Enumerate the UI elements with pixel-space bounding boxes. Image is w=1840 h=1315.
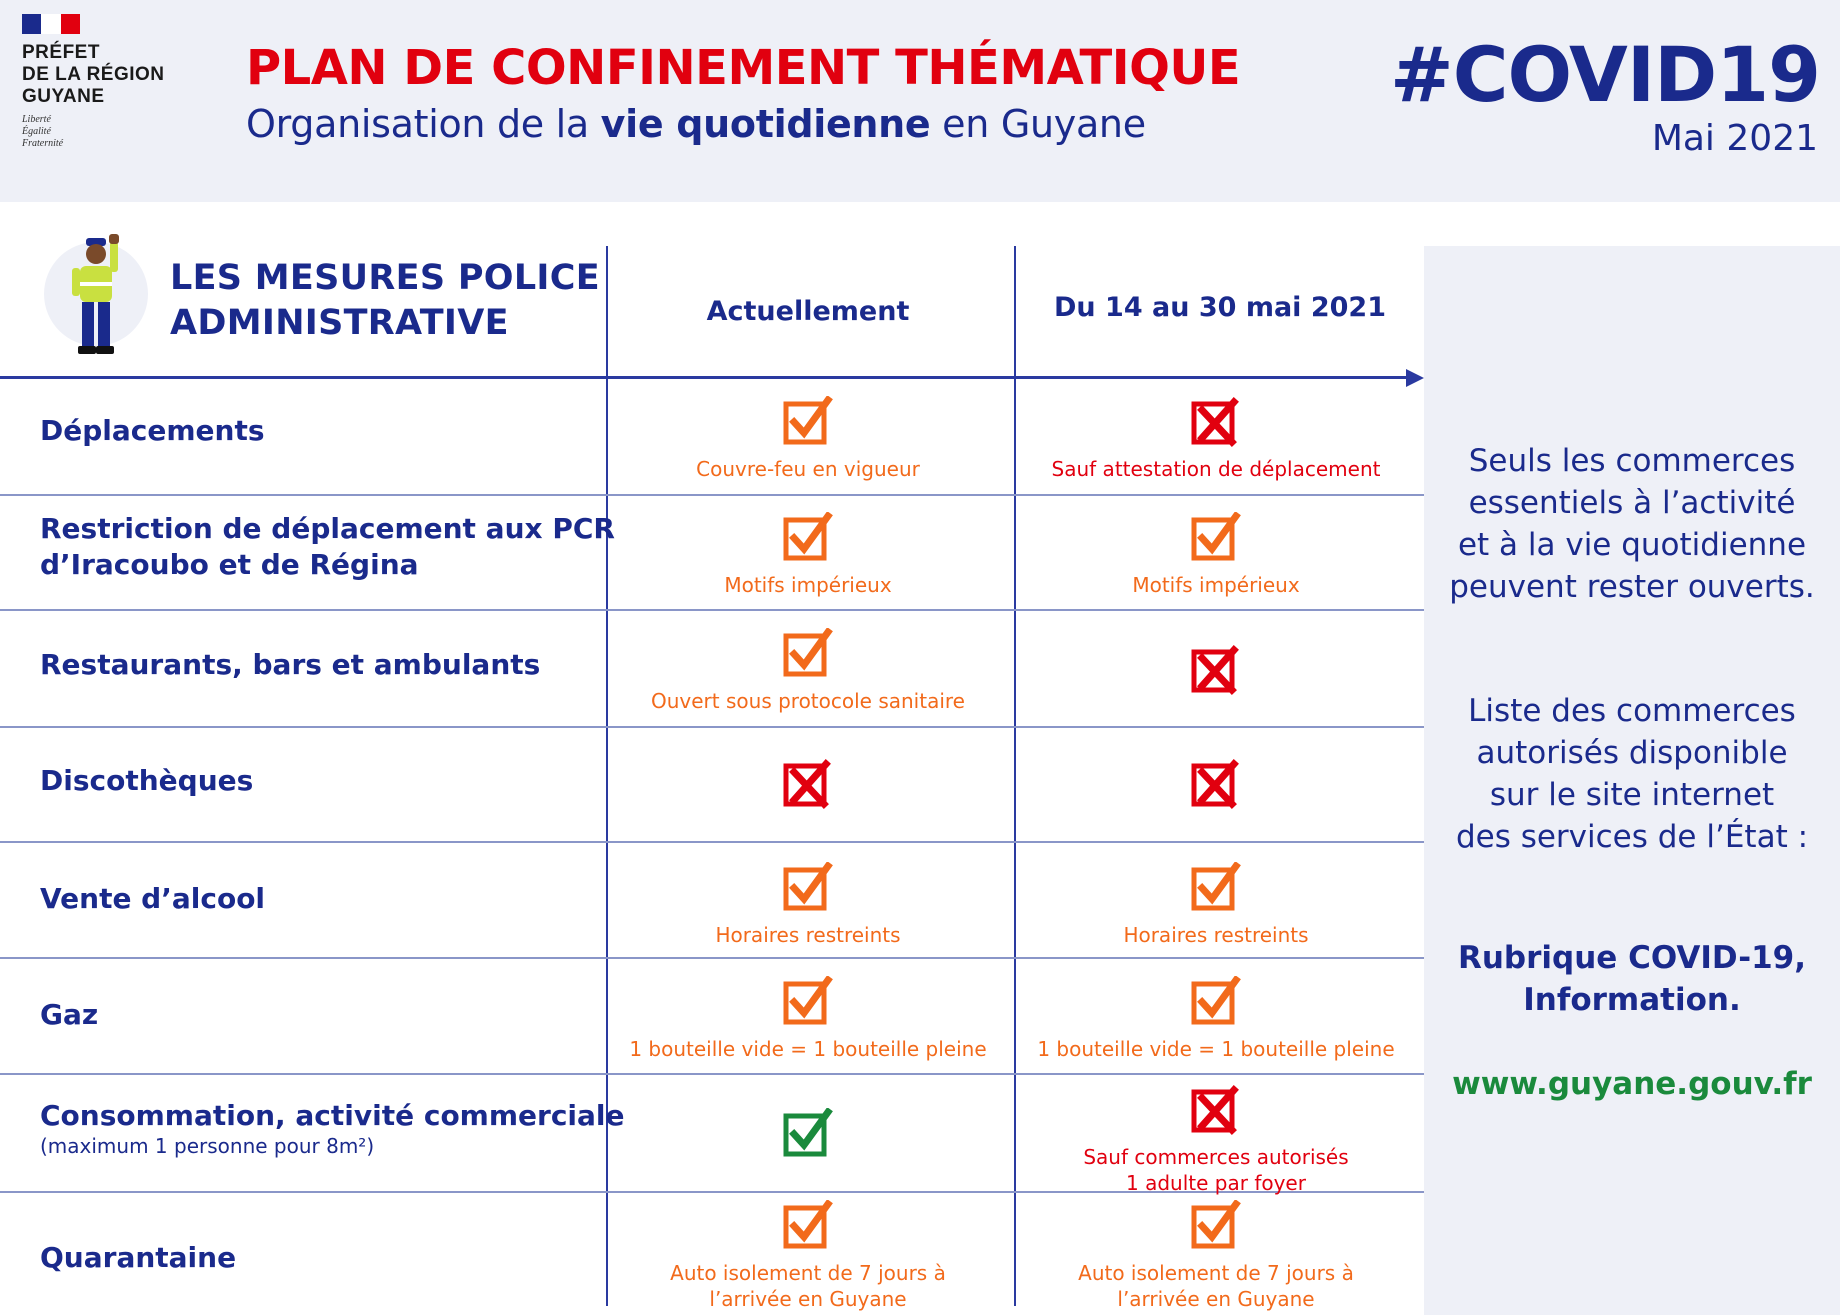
cell-note: 1 bouteille vide = 1 bouteille pleine [1037,1037,1395,1061]
row-label-vente-alcool [40,881,265,917]
logo-line: DE LA RÉGION [22,64,165,85]
motto-line: Fraternité [22,138,64,149]
row-label-text: Discothèques [40,764,254,797]
row-label-deplacements [40,413,265,449]
check-icon [782,628,834,680]
cell-future-restriction-pcr [1016,512,1416,598]
cell-note: l’arrivée en Guyane [709,1287,907,1311]
logo-motto [22,114,182,150]
row-label-subtext: (maximum 1 personne pour 8m²) [40,1134,375,1158]
page-title: PLAN DE CONFINEMENT THÉMATIQUE [246,40,1241,96]
motto-line: Liberté [22,114,51,125]
cell-future-deplacements [1016,396,1416,482]
row-label-text: Restriction de déplacement aux PCR [40,512,615,545]
row-label-restaurants [40,647,540,683]
panel-line: sur le site internet [1489,777,1775,813]
marianne-flag-icon [22,14,80,34]
check-icon [1190,512,1242,564]
police-officer-icon [44,232,154,362]
cell-future-consommation [1016,1084,1416,1196]
cell-current-discotheques [608,758,1008,810]
row-label-text: d’Iracoubo et de Régina [40,548,419,581]
cell-note: Sauf commerces autorisés [1083,1145,1349,1169]
row-divider [0,494,1424,496]
row-label-text: Consommation, activité commerciale [40,1099,625,1132]
cell-note: Sauf attestation de déplacement [1051,457,1381,481]
check-icon [782,976,834,1028]
row-label-text: Vente d’alcool [40,882,266,915]
section-title-line: ADMINISTRATIVE [170,303,509,343]
row-label-gaz [40,997,98,1033]
section-title-line: LES MESURES POLICE [170,258,600,298]
cross-icon [1190,758,1242,810]
subtitle-text: Organisation de la [246,102,601,146]
cell-current-quarantaine [608,1200,1008,1312]
motto-line: Égalité [22,126,51,137]
cell-current-restriction-pcr [608,512,1008,598]
panel-line: Information. [1523,982,1741,1018]
cell-note: 1 adulte par foyer [1126,1171,1306,1195]
row-divider [0,609,1424,611]
row-divider [0,957,1424,959]
cell-current-deplacements [608,396,1008,482]
publication-date: Mai 2021 [1651,118,1818,159]
row-divider [0,1073,1424,1075]
cell-note: Ouvert sous protocole sanitaire [651,689,965,713]
subtitle-emphasis: vie quotidienne [600,102,931,146]
column-header-current: Actuellement [706,296,910,327]
panel-paragraph-commerces [1424,440,1840,608]
cell-future-restaurants [1016,644,1416,696]
logo-line: PRÉFET [22,42,100,63]
cell-future-quarantaine [1016,1200,1416,1312]
panel-paragraph-rubrique [1424,937,1840,1021]
header-axis-line [0,376,1410,379]
cross-icon [782,758,834,810]
check-icon [782,862,834,914]
cell-current-restaurants [608,628,1008,714]
check-icon [1190,1200,1242,1252]
panel-line: et à la vie quotidienne [1457,527,1807,563]
row-label-discotheques [40,763,253,799]
header-banner [0,0,1840,202]
cross-icon [1190,1084,1242,1136]
check-icon [1190,862,1242,914]
cell-note: Auto isolement de 7 jours à [670,1261,946,1285]
panel-line: des services de l’État : [1455,819,1809,855]
website-link[interactable]: www.guyane.gouv.fr [1452,1066,1812,1102]
row-label-consommation [40,1098,625,1158]
cell-future-vente-alcool [1016,862,1416,948]
check-icon [782,512,834,564]
row-label-quarantaine [40,1240,236,1276]
panel-line: autorisés disponible [1476,735,1788,771]
logo-line: GUYANE [22,86,105,107]
cell-current-vente-alcool [608,862,1008,948]
cell-note: Motifs impérieux [724,573,892,597]
cell-future-discotheques [1016,758,1416,810]
row-label-text: Gaz [40,998,99,1031]
prefecture-logo [22,14,182,150]
page-subtitle [246,102,1146,146]
cell-note: Horaires restreints [1123,923,1309,947]
row-label-text: Déplacements [40,414,265,447]
panel-line: Seuls les commerces [1468,443,1796,479]
check-icon [782,396,834,448]
cross-icon [1190,644,1242,696]
panel-line: peuvent rester ouverts. [1449,569,1815,605]
check-icon [782,1200,834,1252]
cell-current-consommation [608,1108,1008,1160]
cell-note: Horaires restreints [715,923,901,947]
cell-current-gaz [608,976,1008,1062]
cell-note: Auto isolement de 7 jours à [1078,1261,1354,1285]
cell-note: l’arrivée en Guyane [1117,1287,1315,1311]
axis-arrow-icon [1406,369,1424,387]
row-label-restriction-pcr [40,511,615,583]
row-label-text: Quarantaine [40,1241,237,1274]
check-icon [1190,976,1242,1028]
cell-note: 1 bouteille vide = 1 bouteille pleine [629,1037,987,1061]
row-divider [0,726,1424,728]
row-divider [0,841,1424,843]
row-label-text: Restaurants, bars et ambulants [40,648,541,681]
panel-line: Liste des commerces [1468,693,1796,729]
cell-future-gaz [1016,976,1416,1062]
cross-icon [1190,396,1242,448]
panel-paragraph-liste [1424,690,1840,858]
column-header-future: Du 14 au 30 mai 2021 [1054,292,1386,323]
cell-note: Motifs impérieux [1132,573,1300,597]
cell-note: Couvre-feu en vigueur [696,457,920,481]
section-title [170,256,600,346]
hashtag: #COVID19 [1390,30,1820,119]
panel-line: Rubrique COVID-19, [1457,940,1806,976]
panel-line: essentiels à l’activité [1468,485,1796,521]
logo-text [22,42,182,108]
subtitle-text: en Guyane [930,102,1146,146]
check-green-icon [782,1108,834,1160]
